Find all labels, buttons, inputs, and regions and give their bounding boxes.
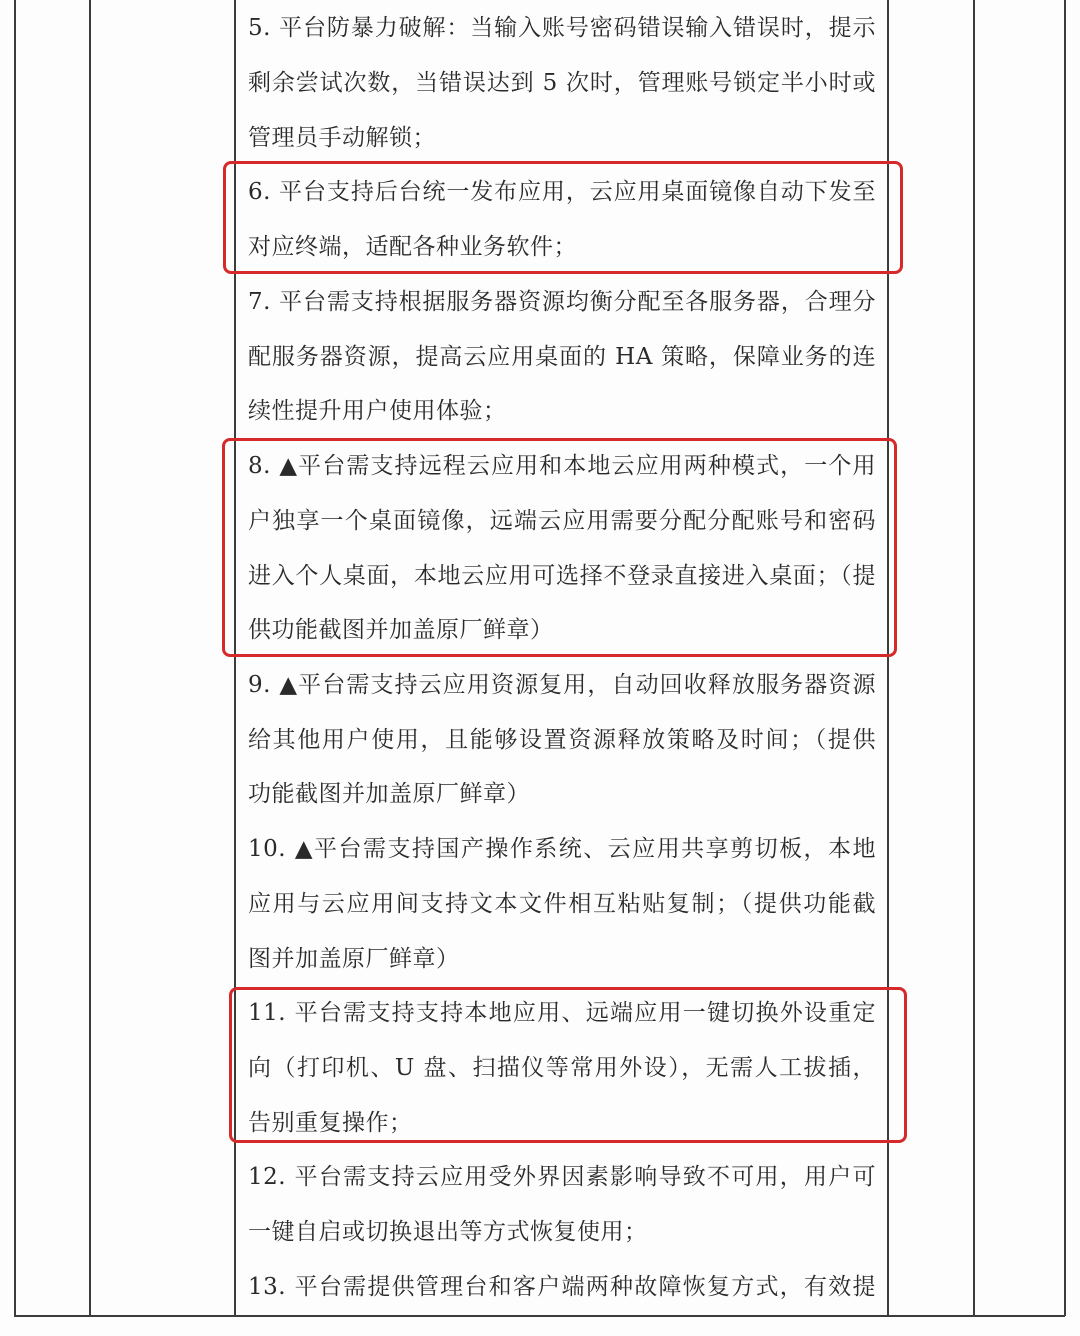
text-line: 一键自启或切换退出等方式恢复使用；: [248, 1219, 648, 1245]
text-line: 6. 平台支持后台统一发布应用，云应用桌面镜像自动下发至: [248, 179, 876, 205]
text-line: 10. ▲平台需支持国产操作系统、云应用共享剪切板，本地: [248, 836, 876, 862]
text-line: 对应终端，适配各种业务软件；: [248, 234, 577, 260]
text-line: 续性提升用户使用体验；: [248, 398, 507, 424]
table-column-divider: [89, 0, 91, 1316]
text-line: 给其他用户使用，且能够设置资源释放策略及时间；（提供: [248, 727, 876, 753]
text-line: 供功能截图并加盖原厂鲜章）: [248, 617, 554, 643]
text-line: 11. 平台需支持支持本地应用、远端应用一键切换外设重定: [248, 1000, 876, 1026]
text-line: 8. ▲平台需支持远程云应用和本地云应用两种模式，一个用: [248, 453, 876, 479]
table-column-divider: [973, 0, 975, 1316]
highlight-box-item-11: [229, 987, 907, 1143]
table-border-left: [14, 0, 16, 1316]
table-border-right: [1064, 0, 1066, 1316]
text-line: 图并加盖原厂鲜章）: [248, 946, 460, 972]
text-line: 9. ▲平台需支持云应用资源复用，自动回收释放服务器资源: [248, 672, 876, 698]
text-line: 剩余尝试次数，当错误达到 5 次时，管理账号锁定半小时或: [248, 70, 876, 96]
text-line: 户独享一个桌面镜像，远端云应用需要分配分配账号和密码: [248, 508, 876, 534]
text-line: 进入个人桌面，本地云应用可选择不登录直接进入桌面；（提: [248, 563, 876, 589]
text-line: 12. 平台需支持云应用受外界因素影响导致不可用，用户可: [248, 1164, 876, 1190]
text-line: 配服务器资源，提高云应用桌面的 HA 策略，保障业务的连: [248, 344, 876, 370]
text-line: 向（打印机、U 盘、扫描仪等常用外设），无需人工拔插，: [248, 1055, 876, 1081]
text-line: 应用与云应用间支持文本文件相互粘贴复制；（提供功能截: [248, 891, 876, 917]
text-line: 告别重复操作；: [248, 1110, 413, 1136]
highlight-box-item-6: [223, 161, 903, 274]
text-line: 13. 平台需提供管理台和客户端两种故障恢复方式，有效提: [248, 1274, 876, 1300]
highlight-box-item-8: [222, 438, 897, 657]
text-line: 管理员手动解锁；: [248, 125, 436, 151]
table-border-bottom: [14, 1315, 1065, 1317]
text-line: 7. 平台需支持根据服务器资源均衡分配至各服务器，合理分: [248, 289, 876, 315]
text-line: 5. 平台防暴力破解：当输入账号密码错误输入错误时，提示: [248, 15, 876, 41]
text-line: 功能截图并加盖原厂鲜章）: [248, 781, 530, 807]
